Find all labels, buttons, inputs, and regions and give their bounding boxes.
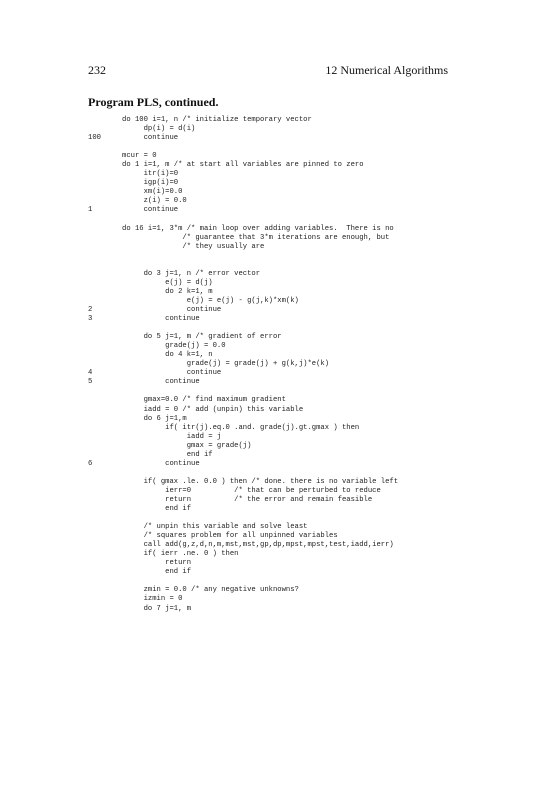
- code-line: [0, 342, 535, 351]
- code-line: [0, 406, 535, 415]
- statement-label: 1: [88, 206, 93, 215]
- code-text: /* guarantee that 3*m iterations are enough, but: [122, 233, 390, 242]
- code-line: [0, 197, 535, 206]
- code-line: [0, 460, 535, 469]
- code-line: [0, 333, 535, 342]
- code-text: if( ierr .ne. 0 ) then: [122, 550, 239, 559]
- code-text: iadd = j: [122, 432, 222, 441]
- code-text: gmax=0.0 /* find maximum gradient: [122, 396, 286, 405]
- code-line: [0, 188, 535, 197]
- code-line: [0, 116, 535, 125]
- code-line: [0, 605, 535, 614]
- code-text: grade(j) = 0.0: [122, 342, 226, 351]
- code-text: do 7 j=1, m: [122, 604, 192, 613]
- code-text: if( itr(j).eq.0 .and. grade(j).gt.gmax ) then: [122, 423, 360, 432]
- code-line: [0, 306, 535, 315]
- code-line: [0, 288, 535, 297]
- code-line: [0, 261, 535, 270]
- code-line: [0, 586, 535, 595]
- code-text: return /* the error and remain feasible: [122, 495, 373, 504]
- code-line: [0, 387, 535, 396]
- code-text: do 5 j=1, m /* gradient of error: [122, 333, 282, 342]
- code-line: [0, 206, 535, 215]
- code-text: zmin = 0.0 /* any negative unknowns?: [122, 586, 299, 595]
- code-text: continue: [122, 305, 222, 314]
- code-line: [0, 152, 535, 161]
- code-line: [0, 378, 535, 387]
- code-line: [0, 351, 535, 360]
- code-line: [0, 568, 535, 577]
- code-text: ierr=0 /* that can be perturbed to reduce: [122, 486, 381, 495]
- statement-label: 3: [88, 315, 93, 324]
- code-line: [0, 170, 535, 179]
- code-line: [0, 143, 535, 152]
- code-text: xm(i)=0.0: [122, 188, 183, 197]
- statement-label: 100: [88, 134, 101, 143]
- code-line: [0, 523, 535, 532]
- code-line: [0, 550, 535, 559]
- code-line: [0, 369, 535, 378]
- code-text: end if: [122, 505, 192, 514]
- code-text: gmax = grade(j): [122, 441, 252, 450]
- code-line: [0, 433, 535, 442]
- code-text: /* unpin this variable and solve least: [122, 523, 308, 532]
- code-text: mcur = 0: [122, 152, 157, 161]
- code-line: [0, 125, 535, 134]
- code-text: return: [122, 559, 192, 568]
- code-line: [0, 279, 535, 288]
- code-text: continue: [122, 378, 200, 387]
- code-line: [0, 541, 535, 550]
- code-line: [0, 487, 535, 496]
- code-text: z(i) = 0.0: [122, 197, 187, 206]
- running-head: 12 Numerical Algorithms: [325, 63, 448, 77]
- code-line: [0, 134, 535, 143]
- code-text: continue: [122, 459, 200, 468]
- code-line: [0, 252, 535, 261]
- code-text: do 16 i=1, 3*m /* main loop over adding variables. There is no: [122, 224, 394, 233]
- code-line: [0, 396, 535, 405]
- code-text: continue: [122, 134, 179, 143]
- code-line: [0, 216, 535, 225]
- code-line: [0, 514, 535, 523]
- code-text: continue: [122, 369, 222, 378]
- statement-label: 6: [88, 459, 93, 468]
- code-line: [0, 595, 535, 604]
- code-text: if( gmax .le. 0.0 ) then /* done. there is no variable left: [122, 477, 399, 486]
- code-text: do 100 i=1, n /* initialize temporary vector: [122, 116, 312, 124]
- code-line: [0, 324, 535, 333]
- code-line: [0, 496, 535, 505]
- code-line: [0, 424, 535, 433]
- code-line: [0, 469, 535, 478]
- code-text: grade(j) = grade(j) + g(k,j)*e(k): [122, 360, 330, 369]
- code-text: continue: [122, 206, 179, 215]
- code-text: /* squares problem for all unpinned variables: [122, 532, 338, 541]
- code-line: [0, 225, 535, 234]
- code-text: do 6 j=1,m: [122, 414, 187, 423]
- code-text: iadd = 0 /* add (unpin) this variable: [122, 405, 304, 414]
- code-line: [0, 360, 535, 369]
- code-line: [0, 505, 535, 514]
- code-text: do 4 k=1, n: [122, 351, 213, 360]
- code-text: do 3 j=1, n /* error vector: [122, 269, 261, 278]
- code-line: [0, 243, 535, 252]
- code-line: [0, 270, 535, 279]
- code-text: call add(g,z,d,n,m,mst,mst,gp,dp,mpst,mpst,test,iadd,ierr): [122, 541, 394, 550]
- code-line: [0, 532, 535, 541]
- code-text: /* they usually are: [122, 242, 265, 251]
- code-text: do 2 k=1, m: [122, 287, 213, 296]
- code-text: izmin = 0: [122, 595, 183, 604]
- code-line: [0, 297, 535, 306]
- code-line: [0, 234, 535, 243]
- statement-label: 2: [88, 305, 93, 314]
- code-line: [0, 415, 535, 424]
- code-text: dp(i) = d(i): [122, 125, 196, 134]
- code-line: [0, 577, 535, 586]
- code-line: [0, 451, 535, 460]
- statement-label: 5: [88, 378, 93, 387]
- code-line: [0, 442, 535, 451]
- code-line: [0, 478, 535, 487]
- code-line: [0, 559, 535, 568]
- code-line: [0, 161, 535, 170]
- code-text: e(j) = d(j): [122, 278, 213, 287]
- code-text: igp(i)=0: [122, 179, 179, 188]
- statement-label: 4: [88, 369, 93, 378]
- code-text: itr(i)=0: [122, 170, 179, 179]
- code-listing: [0, 116, 535, 614]
- code-line: [0, 315, 535, 324]
- code-text: end if: [122, 568, 192, 577]
- code-text: continue: [122, 315, 200, 324]
- code-text: end if: [122, 450, 213, 459]
- page-header: [88, 63, 448, 79]
- section-title: Program PLS, continued.: [88, 95, 219, 109]
- page-number: 232: [88, 63, 106, 77]
- code-text: e(j) = e(j) - g(j,k)*xm(k): [122, 296, 299, 305]
- code-text: do 1 i=1, m /* at start all variables are pinned to zero: [122, 161, 364, 170]
- code-line: [0, 179, 535, 188]
